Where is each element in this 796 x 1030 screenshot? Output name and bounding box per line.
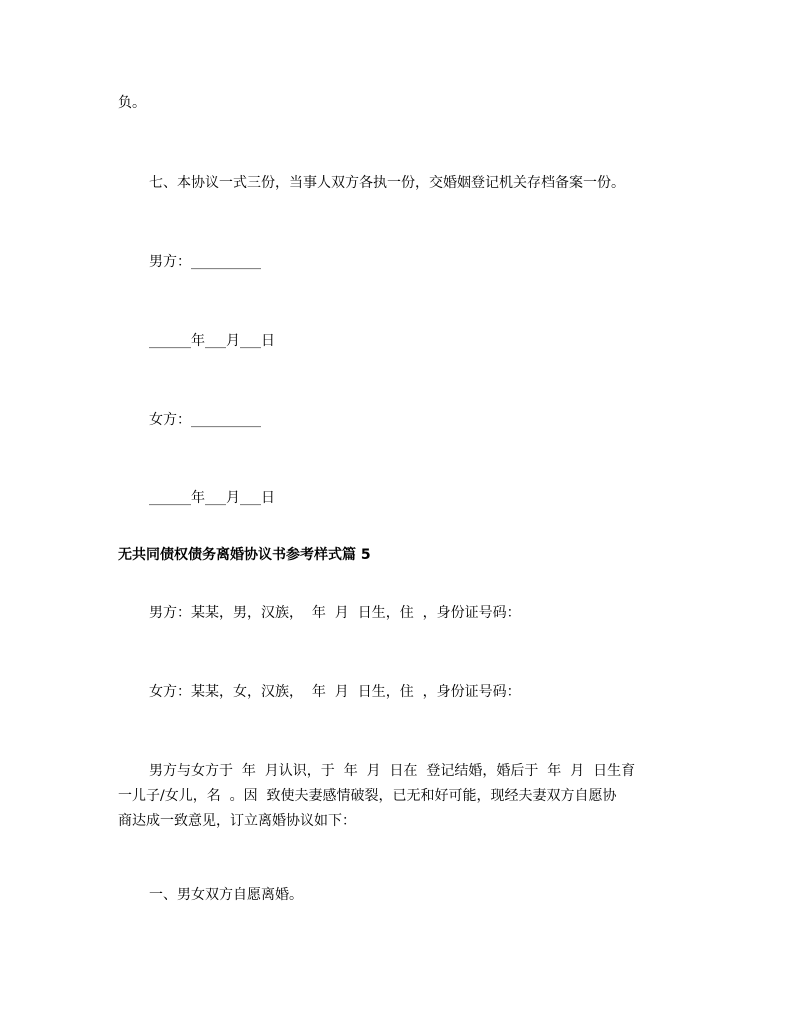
section-heading: 无共同债权债务离婚协议书参考样式篇 5 [118,547,371,563]
male-party-info: 男方：某某，男，汉族， 年 月 日生，住 ，身份证号码： [149,605,521,621]
female-party-info: 女方：某某，女，汉族， 年 月 日生，住 ，身份证号码： [149,684,521,700]
background-paragraph-line-3: 商达成一致意见，订立离婚协议如下： [118,813,356,829]
male-date-line: ______年___月___日 [149,333,275,349]
male-signature-line: 男方：__________ [149,254,261,270]
female-signature-line: 女方：__________ [149,412,261,428]
clause-one: 一、男女双方自愿离婚。 [149,887,303,903]
background-paragraph-line-1: 男方与女方于 年 月认识，于 年 月 日在 登记结婚，婚后于 年 月 日生育 [149,763,636,779]
paragraph-continuation: 负。 [118,95,146,111]
female-date-line: ______年___月___日 [149,490,275,506]
background-paragraph-line-2: 一儿子/女儿，名 。因 致使夫妻感情破裂，已无和好可能，现经夫妻双方自愿协 [118,788,617,804]
clause-seven: 七、本协议一式三份，当事人双方各执一份，交婚姻登记机关存档备案一份。 [149,175,625,191]
